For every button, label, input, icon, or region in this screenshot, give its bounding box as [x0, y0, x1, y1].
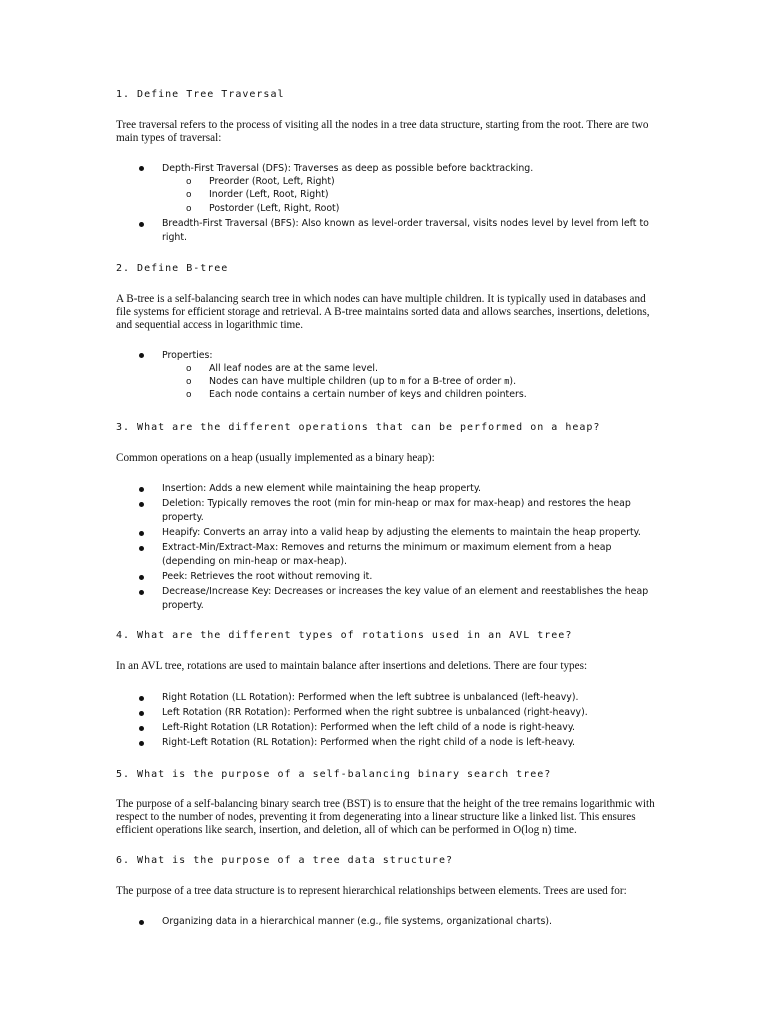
sub-bullet-icon: o — [186, 204, 192, 214]
sub-list-text: Nodes can have multiple children (up to — [209, 376, 400, 387]
list-item: Breadth-First Traversal (BFS): Also known as level-order traversal, visits nodes level by level from left to right. — [162, 218, 649, 243]
section-paragraph-2: A B-tree is a self-balancing search tree in which nodes can have multiple children. It is typically used in databases and file systems for efficient storage and retrieval. A B-tree maintains sorted data and allows searches, insertions, deletions, and sequential access in logarithmic time. — [116, 293, 650, 331]
sub-bullet-icon: o — [186, 177, 192, 187]
bullet-icon — [139, 166, 144, 171]
list-item: Left-Right Rotation (LR Rotation): Performed when the left child of a node is right-heavy. — [162, 722, 576, 733]
bullet-icon — [139, 502, 144, 507]
bullet-icon — [139, 711, 144, 716]
list-item: Heapify: Converts an array into a valid heap by adjusting the elements to maintain the heap property. — [162, 527, 641, 538]
sub-bullet-icon: o — [186, 390, 192, 400]
sub-list-item: Preorder (Root, Left, Right) — [209, 176, 335, 187]
section-paragraph-4: In an AVL tree, rotations are used to maintain balance after insertions and deletions. There are four types: — [116, 660, 588, 672]
list-item: Right Rotation (LL Rotation): Performed when the left subtree is unbalanced (left-heavy). — [162, 692, 579, 703]
list-item: Decrease/Increase Key: Decreases or increases the key value of an element and reestablishes the heap property. — [162, 586, 649, 611]
sub-list-text: ). — [509, 376, 517, 387]
sub-list-item: Postorder (Left, Right, Root) — [209, 203, 340, 214]
section-heading-3: 3. What are the different operations that can be performed on a heap? — [116, 422, 601, 433]
list-item: Properties: — [162, 350, 213, 361]
bullet-icon — [139, 353, 144, 358]
sub-list-item: Inorder (Left, Root, Right) — [209, 189, 329, 200]
sub-list-item — [209, 376, 516, 387]
list-item: Deletion: Typically removes the root (min for min-heap or max for max-heap) and restores the heap property. — [162, 498, 631, 523]
list-item: Extract-Min/Extract-Max: Removes and returns the minimum or maximum element from a heap (depending on min-heap or max-heap). — [162, 542, 612, 567]
sub-bullet-icon: o — [186, 364, 192, 374]
bullet-icon — [139, 546, 144, 551]
section-heading-6: 6. What is the purpose of a tree data structure? — [116, 855, 453, 866]
section-heading-2: 2. Define B-tree — [116, 263, 229, 274]
sub-bullet-icon: o — [186, 190, 192, 200]
list-item: Insertion: Adds a new element while maintaining the heap property. — [162, 483, 482, 494]
section-paragraph-5: The purpose of a self-balancing binary search tree (BST) is to ensure that the height of the tree remains logarithmic with respect to the number of nodes, preventing it from degenerating into a linear structure like a linked list. This ensures efficient operations like search, insertion, and deletion, all of which can be performed in O(log n) time. — [116, 798, 655, 836]
section-heading-5: 5. What is the purpose of a self-balancing binary search tree? — [116, 769, 552, 780]
bullet-icon — [139, 222, 144, 227]
section-heading-4: 4. What are the different types of rotations used in an AVL tree? — [116, 630, 573, 641]
sub-list-text: for a B-tree of order — [405, 376, 505, 387]
section-heading-1: 1. Define Tree Traversal — [116, 89, 285, 100]
bullet-icon — [139, 590, 144, 595]
section-paragraph-1: Tree traversal refers to the process of visiting all the nodes in a tree data structure, starting from the root. There are two main types of traversal: — [116, 119, 649, 144]
sub-list-item: Each node contains a certain number of keys and children pointers. — [209, 389, 527, 400]
list-item: Organizing data in a hierarchical manner (e.g., file systems, organizational charts). — [162, 916, 552, 927]
bullet-icon — [139, 726, 144, 731]
bullet-icon — [139, 696, 144, 701]
bullet-icon — [139, 487, 144, 492]
bullet-icon — [139, 920, 144, 925]
bullet-icon — [139, 575, 144, 580]
section-paragraph-3: Common operations on a heap (usually implemented as a binary heap): — [116, 452, 435, 464]
section-paragraph-6: The purpose of a tree data structure is to represent hierarchical relationships between elements. Trees are used for: — [116, 885, 627, 897]
list-item: Right-Left Rotation (RL Rotation): Performed when the right child of a node is left-heavy. — [162, 737, 576, 748]
list-item: Peek: Retrieves the root without removing it. — [162, 571, 373, 582]
list-item: Depth-First Traversal (DFS): Traverses as deep as possible before backtracking. — [162, 163, 534, 174]
list-item: Left Rotation (RR Rotation): Performed when the right subtree is unbalanced (right-heavy). — [162, 707, 588, 718]
bullet-icon — [139, 531, 144, 536]
order-variable: m — [399, 377, 406, 387]
sub-bullet-icon: o — [186, 377, 192, 387]
bullet-icon — [139, 741, 144, 746]
sub-list-item: All leaf nodes are at the same level. — [209, 363, 378, 374]
order-variable: m — [504, 377, 510, 387]
